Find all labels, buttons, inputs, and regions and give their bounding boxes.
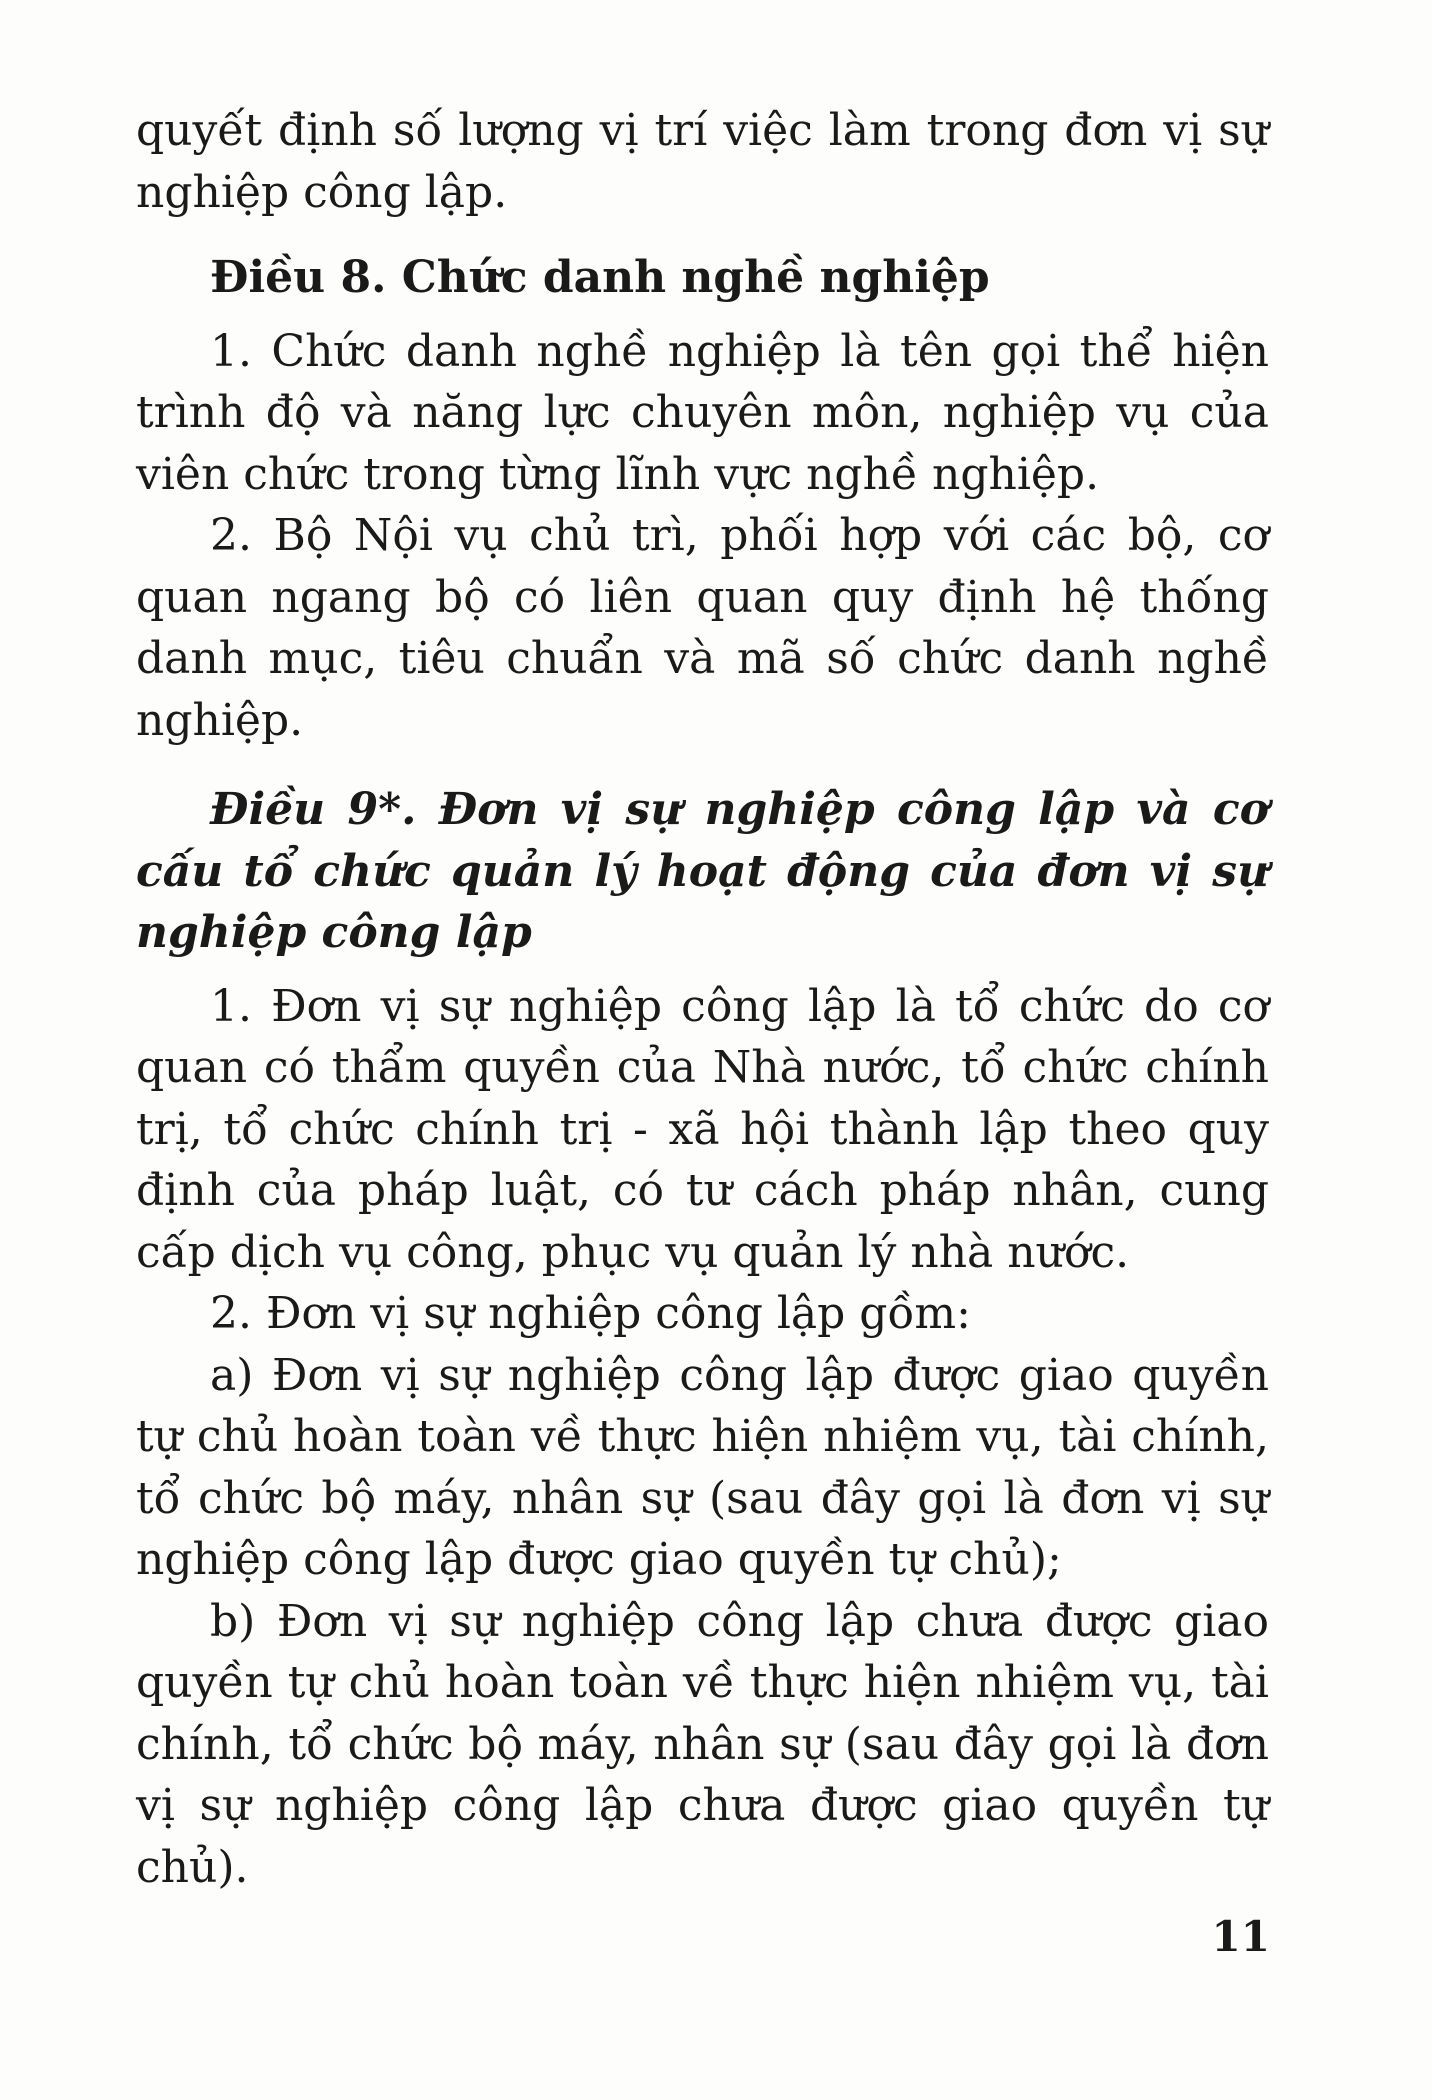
article-8-clause-2: 2. Bộ Nội vụ chủ trì, phối hợp với các bộ, cơ quan ngang bộ có liên quan quy định hệ thống danh mục, tiêu chuẩn và mã số chức danh nghề nghiệp.: [136, 510, 1269, 746]
article-9-item-b: b) Đơn vị sự nghiệp công lập chưa được giao quyền tự chủ hoàn toàn về thực hiện nhiệm vụ, tài chính, tổ chức bộ máy, nhân sự (sau đây gọi là đơn vị sự nghiệp công lập chưa được giao quyền tự chủ).: [136, 1595, 1269, 1893]
article-8-clause-1: 1. Chức danh nghề nghiệp là tên gọi thể hiện trình độ và năng lực chuyên môn, nghiệp vụ của viên chức trong từng lĩnh vực nghề nghiệp.: [136, 325, 1269, 500]
article-9-item-a: a) Đơn vị sự nghiệp công lập được giao quyền tự chủ hoàn toàn về thực hiện nhiệm vụ, tài chính, tổ chức bộ máy, nhân sự (sau đây gọi là đơn vị sự nghiệp công lập được giao quyền tự chủ);: [136, 1349, 1269, 1585]
continuation-paragraph: quyết định số lượng vị trí việc làm trong đơn vị sự nghiệp công lập.: [136, 105, 1269, 218]
article-8-title: Điều 8. Chức danh nghề nghiệp: [210, 252, 990, 303]
page-number: 11: [1211, 1912, 1270, 1961]
article-9-clause-1: 1. Đơn vị sự nghiệp công lập là tổ chức do cơ quan có thẩm quyền của Nhà nước, tổ chức chính trị, tổ chức chính trị - xã hội thành lập theo quy định của pháp luật, có tư cách pháp nhân, cung cấp dịch vụ công, phục vụ quản lý nhà nước.: [136, 980, 1269, 1278]
document-page: [136, 100, 1269, 1898]
article-9-title: Điều 9*. Đơn vị sự nghiệp công lập và cơ cấu tổ chức quản lý hoạt động của đơn vị sự nghiệp công lập: [136, 784, 1269, 958]
article-9-clause-2: 2. Đơn vị sự nghiệp công lập gồm:: [210, 1288, 971, 1339]
